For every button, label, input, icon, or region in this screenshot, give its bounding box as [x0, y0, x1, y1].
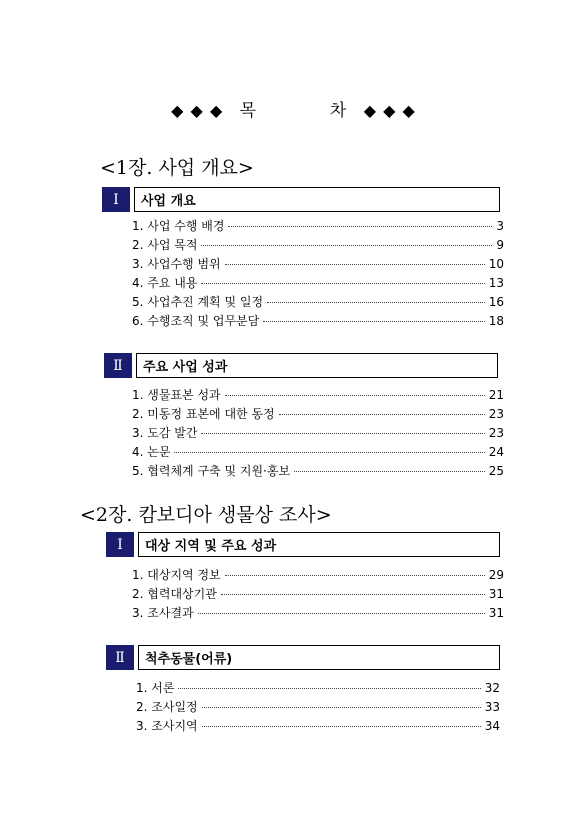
chapter-1-title: <1장. 사업 개요> — [100, 157, 254, 179]
toc-entry-page: 34 — [484, 719, 500, 733]
toc-entry-label: 6. 수행조직 및 업무분담 — [132, 314, 260, 328]
section-number-badge: Ⅰ — [106, 532, 134, 557]
leader-dots — [174, 452, 484, 453]
toc-entry[interactable] — [132, 585, 504, 603]
toc-entry[interactable] — [136, 679, 500, 697]
section-title: 주요 사업 성과 — [136, 353, 498, 378]
toc-entry[interactable] — [132, 293, 504, 311]
toc-entry-label: 1. 대상지역 정보 — [132, 568, 221, 582]
toc-entry[interactable] — [132, 236, 504, 254]
toc-entry-page: 10 — [488, 257, 504, 271]
toc-entry-page: 18 — [488, 314, 504, 328]
toc-entry[interactable] — [132, 462, 504, 480]
leader-dots — [225, 575, 485, 576]
toc-entry[interactable] — [132, 566, 504, 584]
toc-entry[interactable] — [132, 255, 504, 273]
leader-dots — [263, 321, 484, 322]
toc-entry-label: 4. 논문 — [132, 445, 171, 459]
section-number-badge: Ⅰ — [102, 187, 130, 212]
leader-dots — [221, 594, 485, 595]
toc-entry[interactable] — [132, 443, 504, 461]
title-word-1: 목 — [239, 101, 258, 121]
leader-dots — [201, 283, 484, 284]
leader-dots — [267, 302, 485, 303]
toc-entry-page: 33 — [484, 700, 500, 714]
toc-entry-page: 23 — [488, 407, 504, 421]
diamond-icons-left: ◆ ◆ ◆ — [171, 101, 224, 120]
toc-title — [0, 96, 587, 121]
toc-entry-page: 24 — [488, 445, 504, 459]
toc-entry-page: 25 — [488, 464, 504, 478]
section-2-1-header — [106, 532, 500, 557]
section-number-badge: Ⅱ — [104, 353, 132, 378]
leader-dots — [198, 613, 485, 614]
toc-entry[interactable] — [132, 312, 504, 330]
toc-entry-page: 29 — [488, 568, 504, 582]
toc-entry-page: 31 — [488, 587, 504, 601]
toc-entry-label: 2. 협력대상기관 — [132, 587, 217, 601]
toc-entry-label: 3. 조사결과 — [132, 606, 194, 620]
leader-dots — [225, 395, 485, 396]
toc-entry-label: 3. 조사지역 — [136, 719, 198, 733]
section-title: 사업 개요 — [134, 187, 500, 212]
toc-entry[interactable] — [132, 424, 504, 442]
toc-entry-label: 1. 생물표본 성과 — [132, 388, 221, 402]
toc-entry[interactable] — [132, 217, 504, 235]
toc-entry-label: 5. 사업추진 계획 및 일정 — [132, 295, 264, 309]
toc-entry-page: 16 — [488, 295, 504, 309]
toc-entry-label: 4. 주요 내용 — [132, 276, 198, 290]
leader-dots — [294, 471, 485, 472]
toc-entry[interactable] — [136, 717, 500, 735]
section-1-1-header — [102, 187, 500, 212]
toc-entry-page: 23 — [488, 426, 504, 440]
diamond-icons-right: ◆ ◆ ◆ — [363, 101, 416, 120]
toc-entry-page: 3 — [496, 219, 504, 233]
title-word-2: 차 — [329, 101, 348, 121]
toc-entry[interactable] — [136, 698, 500, 716]
leader-dots — [202, 707, 481, 708]
leader-dots — [228, 226, 492, 227]
toc-entry[interactable] — [132, 604, 504, 622]
leader-dots — [201, 245, 492, 246]
section-number-badge: Ⅱ — [106, 645, 134, 670]
leader-dots — [279, 414, 485, 415]
toc-entry-page: 32 — [484, 681, 500, 695]
toc-entry-label: 3. 사업수행 범위 — [132, 257, 221, 271]
toc-entry-label: 5. 협력체계 구축 및 지원·홍보 — [132, 464, 291, 478]
leader-dots — [178, 688, 480, 689]
leader-dots — [201, 433, 484, 434]
leader-dots — [225, 264, 485, 265]
toc-entry-label: 1. 서론 — [136, 681, 175, 695]
toc-entry[interactable] — [132, 386, 504, 404]
toc-entry[interactable] — [132, 274, 504, 292]
toc-entry-page: 9 — [496, 238, 504, 252]
toc-entry-label: 2. 조사일정 — [136, 700, 198, 714]
toc-entry-label: 3. 도감 발간 — [132, 426, 198, 440]
toc-entry[interactable] — [132, 405, 504, 423]
chapter-2-title: <2장. 캄보디아 생물상 조사> — [80, 504, 332, 526]
leader-dots — [202, 726, 481, 727]
toc-entry-page: 21 — [488, 388, 504, 402]
section-title: 대상 지역 및 주요 성과 — [138, 532, 500, 557]
toc-entry-label: 2. 미동정 표본에 대한 동정 — [132, 407, 275, 421]
toc-entry-label: 1. 사업 수행 배경 — [132, 219, 225, 233]
section-title: 척추동물(어류) — [138, 645, 500, 670]
toc-entry-page: 13 — [488, 276, 504, 290]
section-1-2-header — [104, 353, 498, 378]
section-2-2-header — [106, 645, 500, 670]
toc-entry-label: 2. 사업 목적 — [132, 238, 198, 252]
toc-entry-page: 31 — [488, 606, 504, 620]
